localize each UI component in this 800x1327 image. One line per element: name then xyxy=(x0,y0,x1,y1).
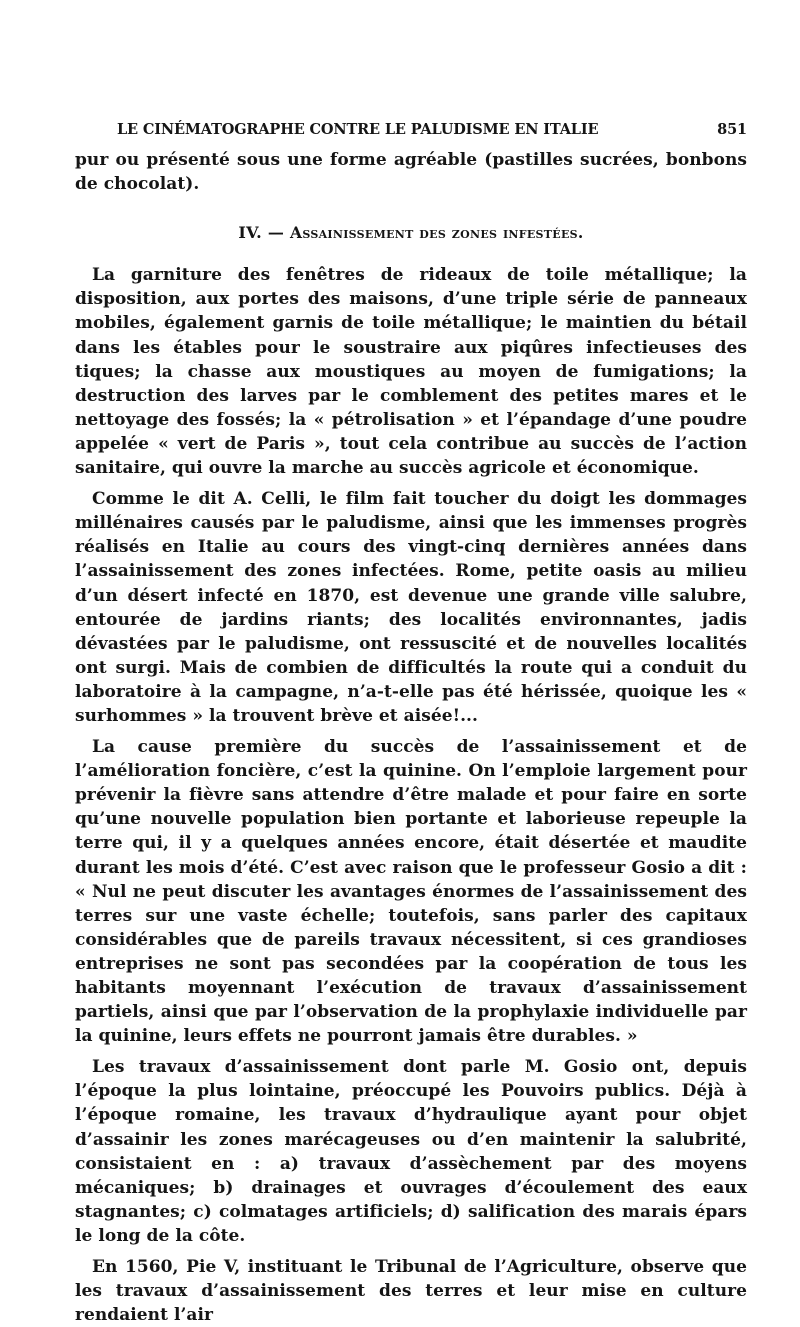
paragraph-celli-film: Comme le dit A. Celli, le film fait toucher du doigt les dommages millénaires causés par le paludisme, ainsi que les immenses progrès réalisés en Italie au cours des vingt-cinq dernières années dans l’assainissement des zones infectées. Rome, petite oasis au milieu d’un désert infecté en 1870, est devenue une grande ville salubre, entourée de jardins riants; des localités environnantes, jadis dévastées par le paludisme, ont ressuscité et de nouvelles localités ont surgi. Mais de combien de difficultés la route qui a conduit du laboratoire à la campagne, n’a-t-elle pas été hérissée, quoique les « surhommes » la trouvent brève et aisée!... xyxy=(75,489,747,726)
page-number: 851 xyxy=(717,121,747,138)
running-title: LE CINÉMATOGRAPHE CONTRE LE PALUDISME EN ITALIE xyxy=(117,121,599,138)
section-heading xyxy=(75,221,747,245)
paragraph-quinine: La cause première du succès de l’assainissement et de l’amélioration foncière, c’est la quinine. On l’emploie largement pour prévenir la fièvre sans attendre d’être malade et pour faire en sorte qu’une nouvelle population bien portante et laborieuse repeuple la terre qui, il y a quelques années encore, était désertée et maudite durant les mois d’été. C’est avec raison que le professeur Gosio a dit : « Nul ne peut discuter les avantages énormes de l’assainissement des terres sur une vaste échelle; toutefois, sans parler des capitaux considérables que de pareils travaux nécessitent, si ces grandioses entreprises ne sont pas secondées par la coopération de tous les habitants moyennant l’exécution de travaux d’assainissement partiels, ainsi que par l’observation de la prophylaxie individuelle par la quinine, leurs effets ne pourront jamais être durables. » xyxy=(75,737,747,1047)
paragraph-roman-works: Les travaux d’assainissement dont parle M. Gosio ont, depuis l’époque la plus lointaine, préoccupé les Pouvoirs publics. Déjà à l’époque romaine, les travaux d’hydraulique ayant pour objet d’assainir les zones marécageuses ou d’en maintenir la salubrité, consistaient en : a) travaux d’assèchement par des moyens mécaniques; b) drainages et ouvrages d’écoulement des eaux stagnantes; c) colmatages artificiels; d) salification des marais épars le long de la côte. xyxy=(75,1057,747,1246)
paragraph-sanitation-measures: La garniture des fenêtres de rideaux de toile métallique; la disposition, aux portes des maisons, d’une triple série de panneaux mobiles, également garnis de toile métallique; le maintien du bétail dans les étables pour le soustraire aux piqûres infectieuses des tiques; la chasse aux moustiques au moyen de fumigations; la destruction des larves par le comblement des petites mares et le nettoyage des fossés; la « pétrolisation » et l’épandage d’une poudre appelée « vert de Paris », tout cela contribue au succès de l’action sanitaire, qui ouvre la marche au succès agricole et économique. xyxy=(75,265,747,479)
section-title: Assainissement des zones infestées. xyxy=(290,223,584,243)
section-number: IV. — xyxy=(238,223,285,243)
running-header xyxy=(75,118,747,148)
book-page xyxy=(75,118,747,1327)
paragraph-pius-v: En 1560, Pie V, instituant le Tribunal de l’Agriculture, observe que les travaux d’assainissement des terres et leur mise en culture rendaient l’air xyxy=(75,1257,747,1326)
carryover-paragraph: pur ou présenté sous une forme agréable (pastilles sucrées, bonbons de chocolat). xyxy=(75,150,747,195)
